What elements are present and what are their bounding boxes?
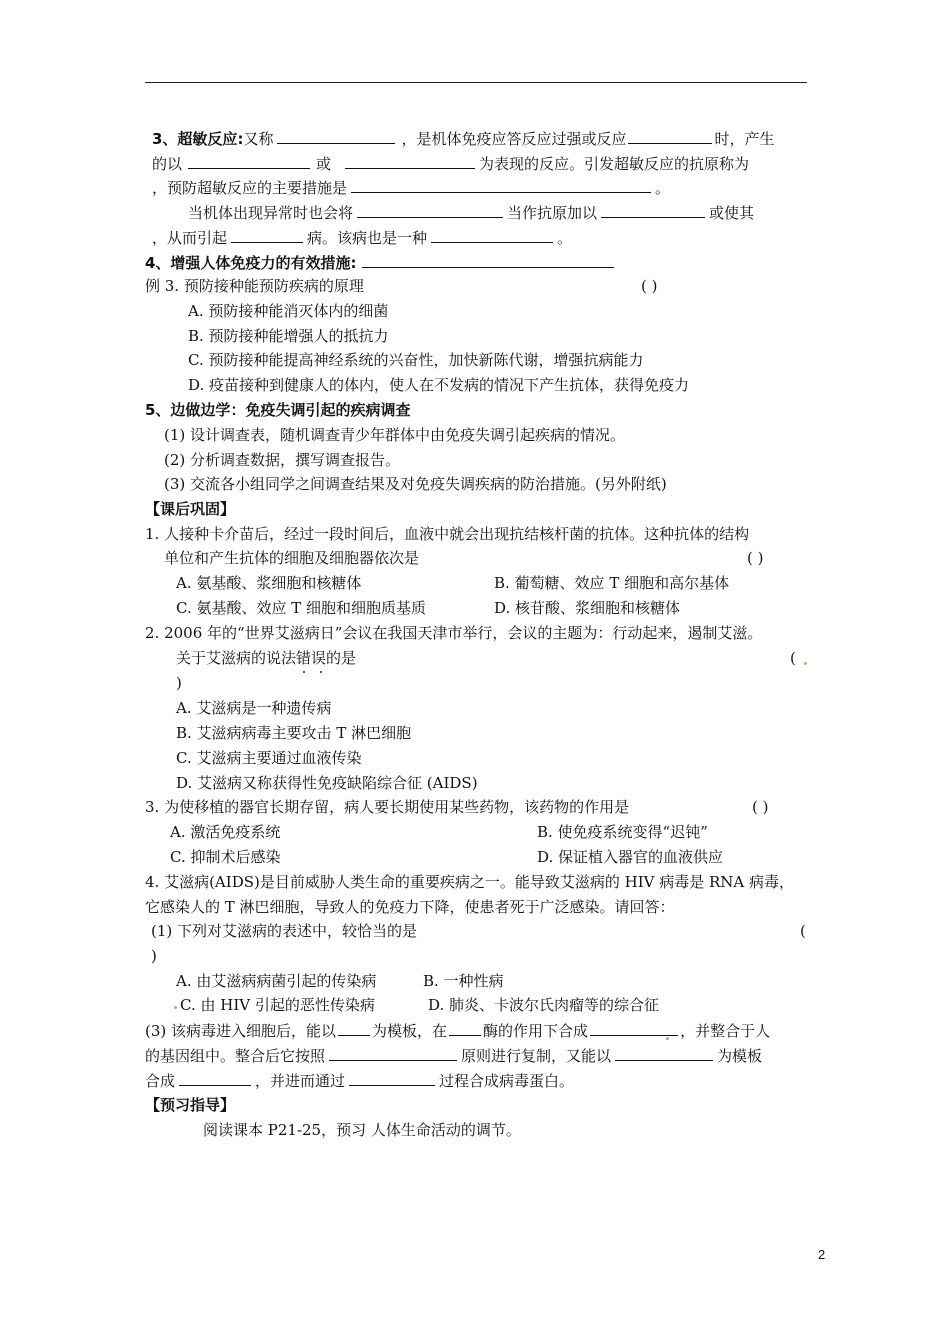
section5-item-2: (2) 分析调查数据，撰写调查报告。 xyxy=(164,451,401,469)
header-rule xyxy=(145,82,807,83)
blank xyxy=(349,1070,435,1086)
blank xyxy=(449,1020,481,1036)
q4-bracket-close: ) xyxy=(151,947,157,965)
q3-option-b: B. 使免疫系统变得“迟钝” xyxy=(537,823,708,841)
blank xyxy=(188,153,310,169)
preview-heading: 【预习指导】 xyxy=(145,1096,236,1114)
mark-dot xyxy=(666,1037,669,1040)
q1-option-c: C. 氨基酸、效应 T 细胞和细胞质基质 xyxy=(176,599,427,617)
q2-option-c: C. 艾滋病主要通过血液传染 xyxy=(176,749,362,767)
q4-sub1: (1) 下列对艾滋病的表述中，较恰当的是 xyxy=(151,922,418,940)
page-number: 2 xyxy=(818,1247,826,1262)
q1-option-d: D. 核苷酸、浆细胞和核糖体 xyxy=(494,599,681,617)
q4-option-c: C. 由 HIV 引起的恶性传染病 xyxy=(180,996,375,1014)
section4-heading: 4、增强人体免疫力的有效措施: xyxy=(145,254,357,272)
q4-line1: 4. 艾滋病(AIDS)是目前威胁人类生命的重要疾病之一。能导致艾滋病的 HIV 病毒是 RNA 病毒， xyxy=(145,873,795,891)
q3-option-d: D. 保证植入器官的血液供应 xyxy=(537,848,724,866)
q4-line2: 它感染人的 T 淋巴细胞，导致人的免疫力下降，使患者死于广泛感染。请回答： xyxy=(145,898,675,916)
q1-option-a: A. 氨基酸、浆细胞和核糖体 xyxy=(176,574,362,592)
blank xyxy=(179,1070,251,1086)
section3-line3: ，预防超敏反应的主要措施是 。 xyxy=(152,179,671,197)
section3-line2: 的以 或 为表现的反应。引发超敏反应的抗原称为 xyxy=(152,155,750,173)
section3-line4: 当机体出现异常时也会将 当作抗原加以 或使其 xyxy=(188,204,755,222)
blank xyxy=(357,202,503,218)
section5-item-3: (3) 交流各小组同学之间调查结果及对免疫失调疾病的防治措施。(另外附纸) xyxy=(164,475,667,493)
section3-line1: 3、超敏反应:又称 ，是机体免疫应答反应过强或反应 时，产生 xyxy=(152,130,775,148)
mark-dot xyxy=(804,662,807,665)
blank xyxy=(628,128,712,144)
q4-option-a: A. 由艾滋病病菌引起的传染病 xyxy=(176,972,377,990)
blank xyxy=(362,252,614,268)
emphasis-dot xyxy=(320,671,322,673)
blank xyxy=(590,1020,678,1036)
mark-dot xyxy=(174,1006,177,1009)
blank xyxy=(601,202,705,218)
blank xyxy=(277,128,395,144)
q1-line2: 单位和产生抗体的细胞及细胞器依次是 xyxy=(164,549,420,567)
answer-bracket: ( ) xyxy=(752,798,769,816)
section3-heading: 3、超敏反应: xyxy=(152,130,244,148)
q4-option-b: B. 一种性病 xyxy=(423,972,504,990)
q2-line2: 关于艾滋病的说法错误的是 xyxy=(176,649,357,667)
q2-line1: 2. 2006 年的“世界艾滋病日”会议在我国天津市举行，会议的主题为：行动起来，遏制艾滋。 xyxy=(145,624,763,642)
blank xyxy=(431,227,553,243)
q2-option-a: A. 艾滋病是一种遗传病 xyxy=(176,699,332,717)
section5-heading: 5、边做边学：免疫失调引起的疾病调查 xyxy=(145,401,411,419)
blank xyxy=(231,227,303,243)
q1-option-b: B. 葡萄糖、效应 T 细胞和高尔基体 xyxy=(494,574,730,592)
q3-option-c: C. 抑制术后感染 xyxy=(170,848,281,866)
emphasized-text: 错误 xyxy=(296,649,327,667)
blank xyxy=(345,153,475,169)
consolidation-heading: 【课后巩固】 xyxy=(145,500,236,518)
blank xyxy=(338,1020,370,1036)
blank xyxy=(351,177,651,193)
q4-sub3-line1: (3) 该病毒进入细胞后，能以 为模板，在 酶的作用下合成 ，并整合于人 xyxy=(145,1022,771,1040)
answer-bracket: ( ) xyxy=(747,549,764,567)
q4-bracket-open: ( xyxy=(800,922,806,940)
q2-bracket-open: ( xyxy=(790,649,796,667)
section4-line xyxy=(145,252,614,273)
q4-sub3-line2: 的基因组中。整合后它按照 原则进行复制，又能以 为模板 xyxy=(145,1047,763,1065)
example3-option-d: D. 疫苗接种到健康人的体内，使人在不发病的情况下产生抗体，获得免疫力 xyxy=(188,376,690,394)
q3-line1: 3. 为使移植的器官长期存留，病人要长期使用某些药物，该药物的作用是 xyxy=(145,798,630,816)
q4-option-d: D. 肺炎、卡波尔氏肉瘤等的综合征 xyxy=(428,996,660,1014)
emphasis-dot xyxy=(303,671,305,673)
q3-option-a: A. 激活免疫系统 xyxy=(170,823,281,841)
blank xyxy=(615,1045,713,1061)
answer-bracket: ( ) xyxy=(641,277,658,295)
q2-bracket-close: ) xyxy=(176,674,182,692)
q1-line1: 1. 人接种卡介苗后，经过一段时间后，血液中就会出现抗结核杆菌的抗体。这种抗体的结构 xyxy=(145,525,750,543)
preview-text: 阅读课本 P21-25，预习 人体生命活动的调节。 xyxy=(203,1121,521,1139)
example3-option-a: A. 预防接种能消灭体内的细菌 xyxy=(188,302,389,320)
blank xyxy=(329,1045,457,1061)
q2-option-d: D. 艾滋病又称获得性免疫缺陷综合征 (AIDS) xyxy=(176,774,478,792)
q2-option-b: B. 艾滋病病毒主要攻击 T 淋巴细胞 xyxy=(176,724,412,742)
q4-sub3-line3: 合成 ，并进而通过 过程合成病毒蛋白。 xyxy=(145,1072,575,1090)
example3-question: 例 3. 预防接种能预防疾病的原理 xyxy=(145,277,364,295)
section3-line5: ，从而引起 病。该病也是一种 。 xyxy=(152,229,573,247)
example3-option-b: B. 预防接种能增强人的抵抗力 xyxy=(188,327,389,345)
section5-item-1: (1) 设计调查表，随机调查青少年群体中由免疫失调引起疾病的情况。 xyxy=(164,426,626,444)
example3-option-c: C. 预防接种能提高神经系统的兴奋性，加快新陈代谢，增强抗病能力 xyxy=(188,351,644,369)
